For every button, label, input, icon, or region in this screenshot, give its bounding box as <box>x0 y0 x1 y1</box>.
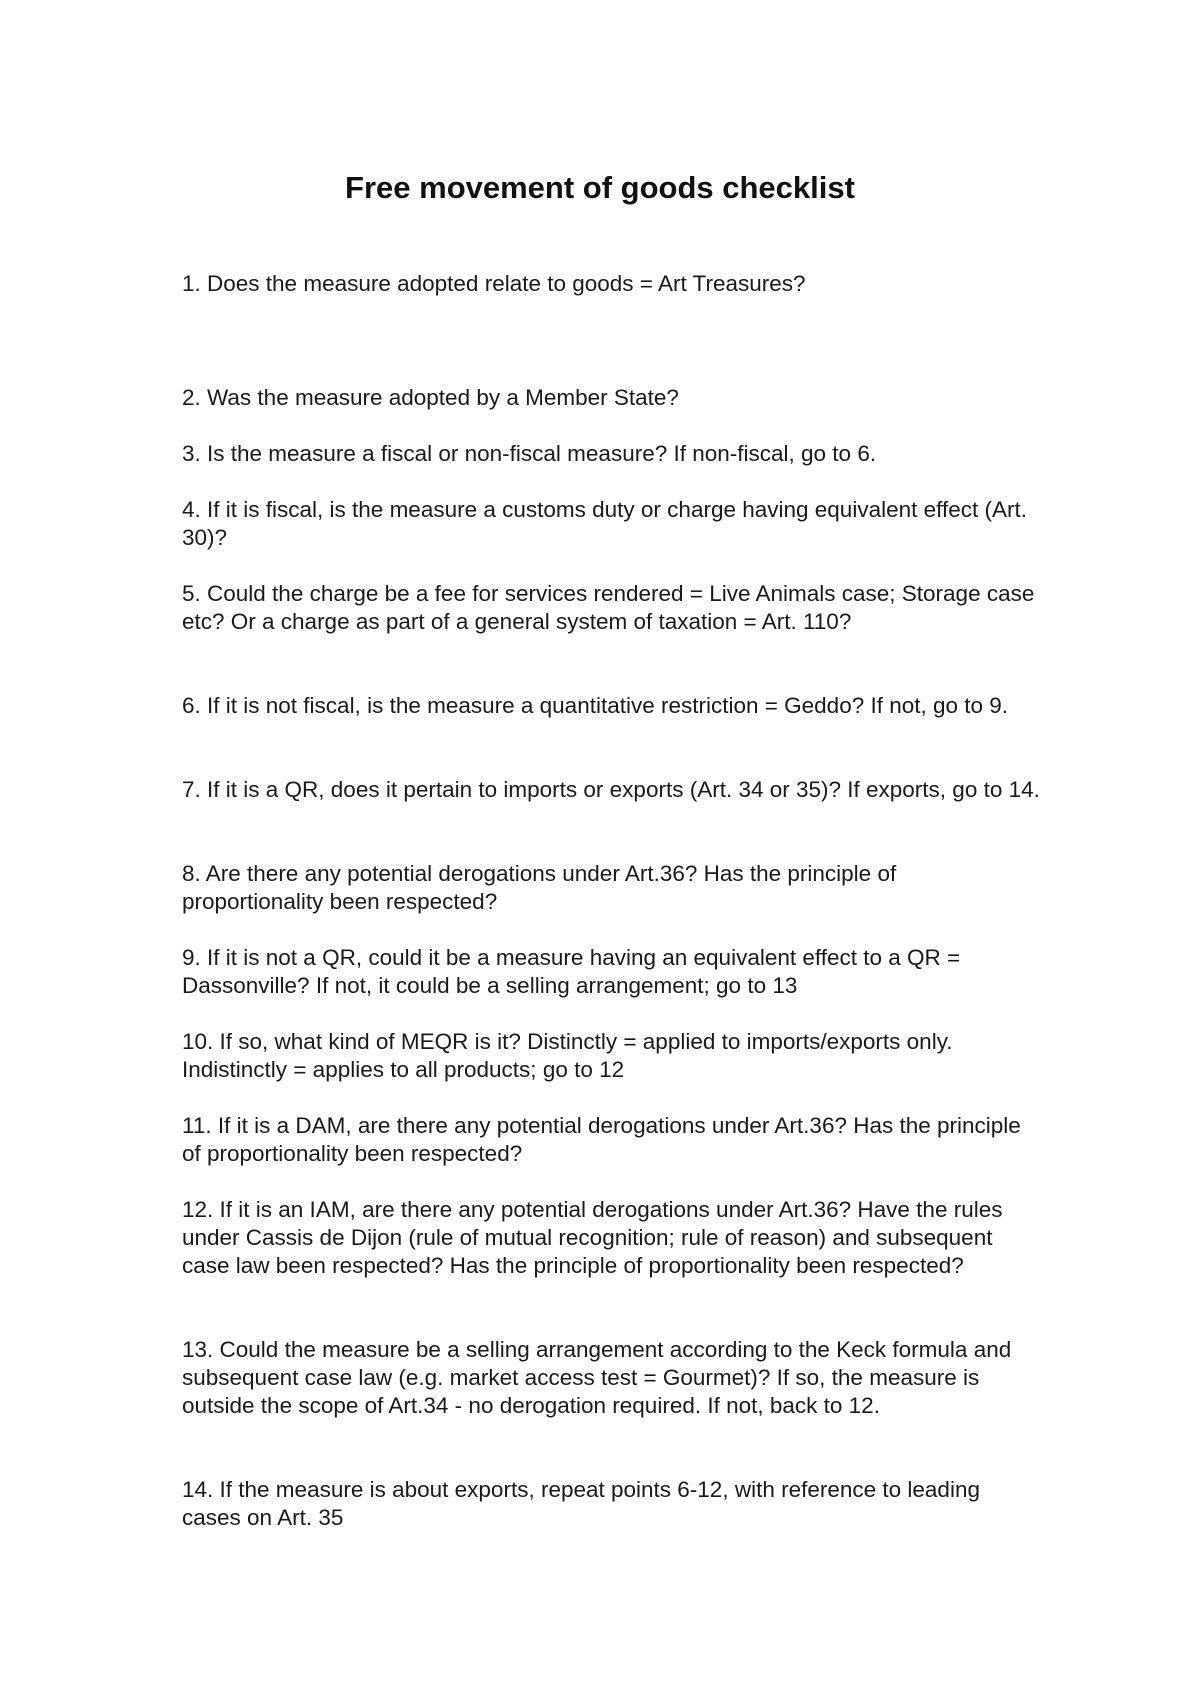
checklist-item-4: 4. If it is fiscal, is the measure a customs duty or charge having equivalent effect (Art. 30)? <box>182 497 1027 550</box>
checklist-item-2: 2. Was the measure adopted by a Member State? <box>182 385 679 410</box>
checklist-item-9: 9. If it is not a QR, could it be a measure having an equivalent effect to a QR = Dassonville? If not, it could be a selling arrangement; go to 13 <box>182 945 961 998</box>
checklist-item-10: 10. If so, what kind of MEQR is it? Distinctly = applied to imports/exports only. Indistinctly = applies to all products; go to 12 <box>182 1029 953 1082</box>
checklist-item-11: 11. If it is a DAM, are there any potential derogations under Art.36? Has the principle of proportionality been respected? <box>182 1113 1021 1166</box>
checklist-item-5: 5. Could the charge be a fee for services rendered = Live Animals case; Storage case etc? Or a charge as part of a general system of taxation = Art. 110? <box>182 581 1035 634</box>
checklist-item-8: 8. Are there any potential derogations under Art.36? Has the principle of proportionality been respected? <box>182 861 897 914</box>
checklist-item-14: 14. If the measure is about exports, repeat points 6-12, with reference to leading cases on Art. 35 <box>182 1477 980 1530</box>
checklist-item-1: 1. Does the measure adopted relate to goods = Art Treasures? <box>182 271 806 296</box>
checklist-item-6: 6. If it is not fiscal, is the measure a quantitative restriction = Geddo? If not, go to 9. <box>182 693 1009 718</box>
checklist-item-3: 3. Is the measure a fiscal or non-fiscal measure? If non-fiscal, go to 6. <box>182 441 877 466</box>
checklist-item-12: 12. If it is an IAM, are there any potential derogations under Art.36? Have the rules under Cassis de Dijon (rule of mutual recognition; rule of reason) and subsequent case law been respected? Has the principle of proportionality been respected? <box>182 1197 1003 1278</box>
checklist-item-7: 7. If it is a QR, does it pertain to imports or exports (Art. 34 or 35)? If exports, go to 14. <box>182 777 1040 802</box>
checklist-item-13: 13. Could the measure be a selling arrangement according to the Keck formula and subsequent case law (e.g. market access test = Gourmet)? If so, the measure is outside the scope of Art.34 - no derogation required. If not, back to 12. <box>182 1337 1012 1418</box>
page-title: Free movement of goods checklist <box>345 170 855 205</box>
